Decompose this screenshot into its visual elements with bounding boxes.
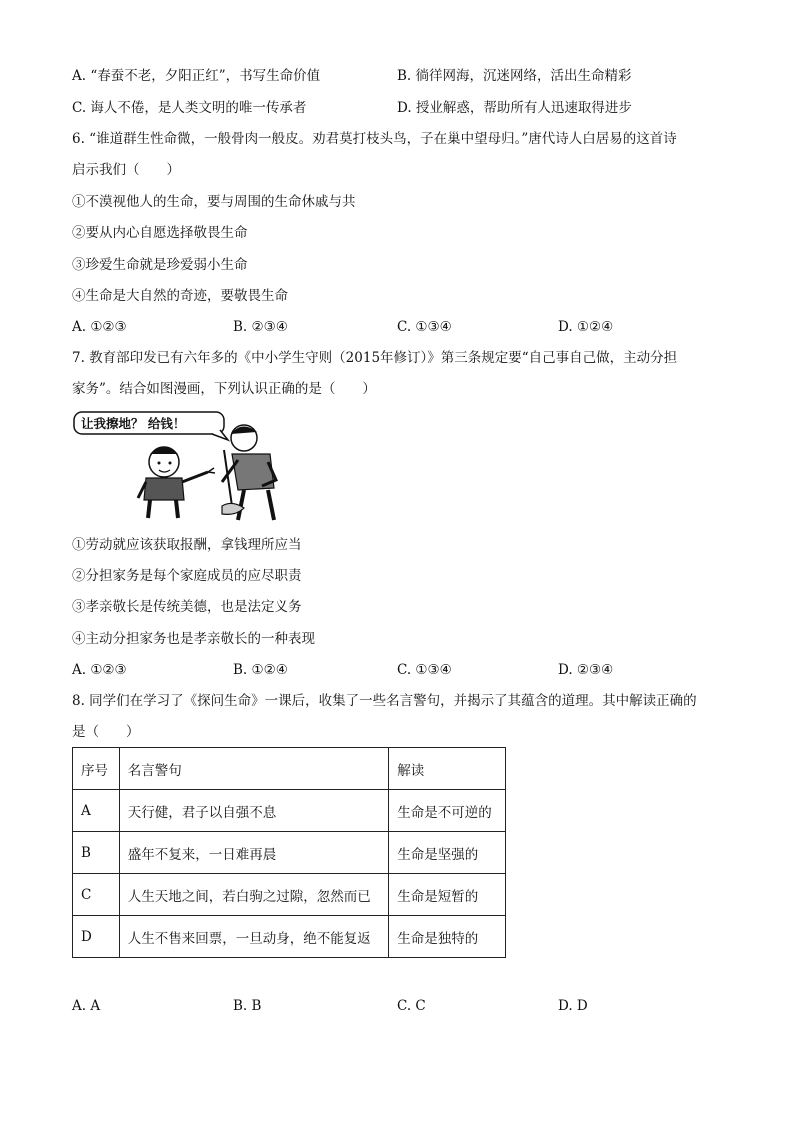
table-header-row [73,748,506,790]
row-index: C [73,874,120,916]
q5-option-c: C. 诲人不倦，是人类文明的唯一传承者 [72,100,307,116]
row-quote: 盛年不复来，一日难再晨 [119,832,389,874]
q6-stem-line2: 启示我们（ ） [72,162,180,178]
q6-statement-4: ④生命是大自然的奇迹，要敬畏生命 [72,288,288,304]
q6-option-d: D. ①②④ [558,319,614,335]
q6-option-a: A. ①②③ [72,319,127,335]
q6-option-c: C. ①③④ [397,319,452,335]
comic-illustration [72,410,304,522]
q7-statement-4: ④主动分担家务也是孝亲敬长的一种表现 [72,631,315,647]
q7-statement-1: ①劳动就应该获取报酬，拿钱理所应当 [72,537,302,553]
q5-option-a: A. “春蚕不老，夕阳正红”，书写生命价值 [72,68,321,84]
q8-option-d: D. D [558,998,588,1014]
q8-option-b: B. B [233,998,262,1014]
row-quote: 天行健，君子以自强不息 [119,790,389,832]
row-quote: 人生不售来回票，一旦动身，绝不能复返 [119,916,389,958]
header-index: 序号 [73,748,120,790]
row-interpretation: 生命是独特的 [389,916,506,958]
q6-statement-3: ③珍爱生命就是珍爱弱小生命 [72,257,248,273]
header-interpretation: 解读 [389,748,506,790]
q6-option-b: B. ②③④ [233,319,288,335]
header-quote: 名言警句 [119,748,389,790]
q8-stem-line1: 8. 同学们在学习了《探问生命》一课后，收集了一些名言警句，并揭示了其蕴含的道理。其中解读正确的 [72,693,697,709]
q6-stem-line1: 6. “谁道群生性命微，一般骨肉一般皮。劝君莫打枝头鸟，子在巢中望母归。”唐代诗人白居易的这首诗 [72,131,677,147]
table-row [73,916,506,958]
quotes-table [72,747,506,958]
table-row [73,832,506,874]
q7-statement-2: ②分担家务是每个家庭成员的应尽职责 [72,568,302,584]
q7-option-a: A. ①②③ [72,662,127,678]
q8-option-c: C. C [397,998,426,1014]
row-interpretation: 生命是短暂的 [389,874,506,916]
q8-stem-line2: 是（ ） [72,724,140,740]
row-quote: 人生天地之间，若白驹之过隙，忽然而已 [119,874,389,916]
q7-option-d: D. ②③④ [558,662,614,678]
child-figure [138,447,215,518]
table-row [73,874,506,916]
q5-option-d: D. 授业解惑，帮助所有人迅速取得进步 [397,100,632,116]
q8-option-a: A. A [72,998,101,1014]
q7-option-b: B. ①②④ [233,662,288,678]
row-index: B [73,832,120,874]
q7-statement-3: ③孝亲敬长是传统美德，也是法定义务 [72,599,302,615]
row-index: A [73,790,120,832]
q7-stem-line2: 家务”。结合如图漫画，下列认识正确的是（ ） [72,381,376,397]
adult-figure [222,425,276,520]
q6-statement-1: ①不漠视他人的生命，要与周围的生命休戚与共 [72,194,356,210]
table-row [73,790,506,832]
q7-option-c: C. ①③④ [397,662,452,678]
row-interpretation: 生命是不可逆的 [389,790,506,832]
q6-statement-2: ②要从内心自愿选择敬畏生命 [72,225,248,241]
comic-speech-text: 让我擦地？ 给钱！ [81,416,186,431]
q5-option-b: B. 徜徉网海，沉迷网络，活出生命精彩 [397,68,632,84]
row-interpretation: 生命是坚强的 [389,832,506,874]
row-index: D [73,916,120,958]
q7-stem-line1: 7. 教育部印发已有六年多的《中小学生守则（2015年修订）》第三条规定要“自己事自己做，主动分担 [72,350,678,366]
